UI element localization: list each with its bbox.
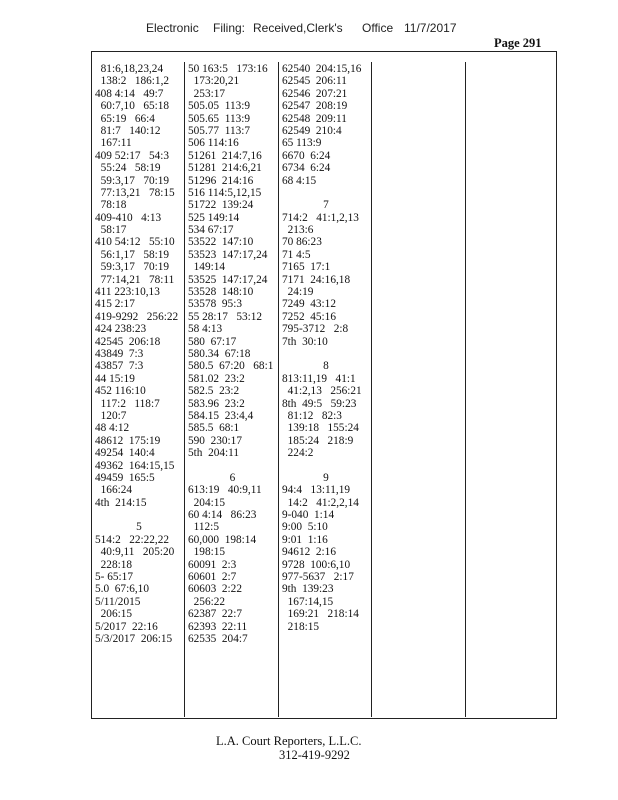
index-entry: 505.65 113:9 bbox=[188, 112, 251, 125]
index-entry: 256:22 bbox=[188, 595, 226, 608]
index-section-letter: 7 bbox=[323, 199, 329, 212]
index-entry: 198:15 bbox=[188, 546, 226, 559]
filing-stamp-word: Received,Clerk's bbox=[253, 21, 343, 35]
index-entry: 41:2,13 256:21 bbox=[282, 385, 362, 398]
index-entry: 53522 147:10 bbox=[188, 236, 254, 249]
filing-stamp-word: Office bbox=[362, 21, 394, 35]
index-entry: 167:11 bbox=[95, 137, 132, 150]
index-entry: 62540 204:15,16 bbox=[282, 63, 362, 75]
index-entry: 120:7 bbox=[95, 409, 127, 422]
index-entry: 583.96 23:2 bbox=[188, 397, 245, 410]
index-entry: 506 114:16 bbox=[188, 137, 239, 150]
index-entry: 409-410 4:13 bbox=[95, 211, 162, 224]
index-entry: 813:11,19 41:1 bbox=[282, 372, 356, 385]
index-entry: 253:17 bbox=[188, 87, 226, 100]
index-section-heading bbox=[282, 199, 370, 211]
index-entry: 166:24 bbox=[95, 484, 133, 497]
index-entry: 505.05 113:9 bbox=[188, 100, 251, 113]
index-column-2 bbox=[188, 63, 277, 645]
index-entry: 70 86:23 bbox=[282, 236, 322, 249]
index-spacer bbox=[188, 460, 277, 472]
index-entry: 43849 7:3 bbox=[95, 347, 144, 360]
index-entry: 59:3,17 70:19 bbox=[95, 174, 170, 187]
index-entry: 585.5 68:1 bbox=[188, 422, 240, 435]
index-entry: 419-9292 256:22 bbox=[95, 310, 179, 323]
filing-stamp-word: Filing: bbox=[213, 21, 246, 35]
index-entry: 62545 206:11 bbox=[282, 75, 347, 88]
index-entry: 228:18 bbox=[95, 558, 133, 571]
index-entry: 77:14,21 78:11 bbox=[95, 273, 175, 286]
index-entry: 9th 139:23 bbox=[282, 583, 334, 596]
index-entry: 62393 22:11 bbox=[188, 620, 248, 633]
index-entry: 65:19 66:4 bbox=[95, 112, 155, 125]
index-entry: 58:17 bbox=[95, 224, 127, 237]
index-entry: 580.5 67:20 68:1 bbox=[188, 360, 274, 373]
index-section-letter: 6 bbox=[229, 471, 236, 484]
index-entry: 68 4:15 bbox=[282, 174, 317, 187]
index-entry: 94612 2:16 bbox=[282, 546, 336, 559]
index-entry: 60:7,10 65:18 bbox=[95, 100, 170, 113]
index-entry: 62535 204:7 bbox=[188, 632, 248, 645]
index-entry: 218:15 bbox=[282, 620, 320, 633]
index-entry: 582.5 23:2 bbox=[188, 385, 240, 398]
index-entry: 24:19 bbox=[282, 286, 314, 299]
index-entry: 9728 100:6,10 bbox=[282, 558, 351, 571]
index-entry: 53578 95:3 bbox=[188, 298, 242, 311]
index-entry: 224:2 bbox=[282, 447, 314, 460]
index-entry: 5/11/2015 bbox=[95, 595, 141, 608]
index-entry: 43857 7:3 bbox=[95, 360, 144, 373]
index-entry: 60 4:14 86:23 bbox=[188, 509, 257, 522]
filing-stamp-date: 11/7/2017 bbox=[404, 21, 457, 35]
index-entry: 56:1,17 58:19 bbox=[95, 248, 170, 261]
index-entry: 139:18 155:24 bbox=[282, 422, 359, 435]
index-entry: 94:4 13:11,19 bbox=[282, 484, 350, 497]
index-entry: 50 163:5 173:16 bbox=[188, 63, 268, 75]
index-entry: 58 4:13 bbox=[188, 323, 223, 336]
index-entry: 7th 30:10 bbox=[282, 335, 328, 348]
index-entry: 53528 148:10 bbox=[188, 286, 254, 299]
index-entry: 51261 214:7,16 bbox=[188, 149, 262, 162]
index-entry: 51722 139:24 bbox=[188, 199, 254, 212]
index-spacer bbox=[282, 348, 370, 360]
index-entry: 534 67:17 bbox=[188, 224, 234, 237]
index-entry: 580.34 67:18 bbox=[188, 347, 251, 360]
index-entry: 167:14,15 bbox=[282, 595, 334, 608]
index-entry: 613:19 40:9,11 bbox=[188, 484, 262, 497]
index-entry: 5- 65:17 bbox=[95, 571, 133, 584]
index-entry: 60601 2:7 bbox=[188, 571, 237, 584]
index-entry: 584.15 23:4,4 bbox=[188, 409, 254, 422]
index-entry: 9:01 1:16 bbox=[282, 533, 328, 546]
index-entry: 6734 6:24 bbox=[282, 162, 331, 175]
index-entry: 5.0 67:6,10 bbox=[95, 583, 149, 596]
index-entry: 169:21 218:14 bbox=[282, 608, 359, 621]
filing-stamp-word: Electronic bbox=[146, 21, 199, 35]
index-entry: 505.77 113:7 bbox=[188, 124, 251, 137]
index-entry: 6670 6:24 bbox=[282, 149, 331, 162]
index-entry: 5/3/2017 206:15 bbox=[95, 632, 173, 645]
column-divider bbox=[465, 62, 466, 717]
index-section-heading bbox=[282, 360, 370, 372]
index-section-letter: 8 bbox=[323, 360, 329, 373]
footer-phone: 312-419-9292 bbox=[279, 748, 350, 762]
footer-company: L.A. Court Reporters, L.L.C. bbox=[216, 734, 362, 748]
index-entry: 53523 147:17,24 bbox=[188, 248, 268, 261]
index-entry: 408 4:14 49:7 bbox=[95, 87, 164, 100]
index-entry: 795-3712 2:8 bbox=[282, 323, 349, 336]
index-entry: 53525 147:17,24 bbox=[188, 273, 268, 286]
index-entry: 81:7 140:12 bbox=[95, 124, 161, 137]
column-divider bbox=[371, 62, 372, 717]
index-entry: 60603 2:22 bbox=[188, 583, 242, 596]
index-entry: 62549 210:4 bbox=[282, 124, 342, 137]
index-entry: 580 67:17 bbox=[188, 335, 237, 348]
index-entry: 516 114:5,12,15 bbox=[188, 186, 262, 199]
index-entry: 410 54:12 55:10 bbox=[95, 236, 175, 249]
index-entry: 81:12 82:3 bbox=[282, 409, 342, 422]
index-entry: 409 52:17 54:3 bbox=[95, 149, 170, 162]
index-entry: 60,000 198:14 bbox=[188, 533, 257, 546]
index-entry: 411 223:10,13 bbox=[95, 286, 160, 299]
index-entry: 5th 204:11 bbox=[188, 447, 240, 460]
index-entry: 5/2017 22:16 bbox=[95, 620, 158, 633]
index-entry: 117:2 118:7 bbox=[95, 397, 160, 410]
index-spacer bbox=[95, 509, 183, 521]
index-entry: 4th 214:15 bbox=[95, 496, 147, 509]
index-entry: 112:5 bbox=[188, 521, 219, 534]
index-entry: 62387 22:7 bbox=[188, 608, 242, 621]
index-entry: 51281 214:6,21 bbox=[188, 162, 262, 175]
column-divider bbox=[184, 62, 185, 717]
index-entry: 48 4:12 bbox=[95, 422, 130, 435]
index-entry: 7165 17:1 bbox=[282, 261, 331, 274]
column-divider bbox=[278, 62, 279, 717]
index-entry: 49362 164:15,15 bbox=[95, 459, 175, 472]
index-entry: 42545 206:18 bbox=[95, 335, 161, 348]
index-section-heading bbox=[188, 472, 277, 484]
index-section-letter: 9 bbox=[323, 471, 329, 484]
index-entry: 60091 2:3 bbox=[188, 558, 237, 571]
index-entry: 138:2 186:1,2 bbox=[95, 75, 170, 88]
index-entry: 7171 24:16,18 bbox=[282, 273, 351, 286]
index-entry: 8th 49:5 59:23 bbox=[282, 397, 357, 410]
index-entry: 590 230:17 bbox=[188, 434, 242, 447]
index-spacer bbox=[282, 460, 370, 472]
index-entry: 514:2 22:22,22 bbox=[95, 533, 170, 546]
index-entry: 44 15:19 bbox=[95, 372, 135, 385]
index-section-heading bbox=[95, 521, 183, 533]
index-entry: 452 116:10 bbox=[95, 385, 146, 398]
index-entry: 204:15 bbox=[188, 496, 226, 509]
index-entry: 65 113:9 bbox=[282, 137, 322, 150]
index-section-letter: 5 bbox=[136, 521, 142, 534]
index-section-heading bbox=[282, 472, 370, 484]
index-entry: 62547 208:19 bbox=[282, 100, 348, 113]
index-column-3 bbox=[282, 63, 370, 633]
index-entry: 173:20,21 bbox=[188, 75, 240, 88]
index-entry: 424 238:23 bbox=[95, 323, 147, 336]
index-entry: 149:14 bbox=[188, 261, 226, 274]
index-entry: 977-5637 2:17 bbox=[282, 571, 354, 584]
index-entry: 7249 43:12 bbox=[282, 298, 336, 311]
index-entry: 581.02 23:2 bbox=[188, 372, 245, 385]
index-entry: 55:24 58:19 bbox=[95, 162, 161, 175]
index-entry: 71 4:5 bbox=[282, 248, 311, 261]
index-entry: 49254 140:4 bbox=[95, 447, 155, 460]
index-entry: 185:24 218:9 bbox=[282, 434, 354, 447]
index-entry: 7252 45:16 bbox=[282, 310, 336, 323]
index-entry: 415 2:17 bbox=[95, 298, 135, 311]
index-entry: 62546 207:21 bbox=[282, 87, 348, 100]
index-entry: 40:9,11 205:20 bbox=[95, 546, 175, 559]
page-number: Page 291 bbox=[494, 36, 542, 50]
index-entry: 9:00 5:10 bbox=[282, 521, 328, 534]
index-entry: 525 149:14 bbox=[188, 211, 240, 224]
index-entry: 78:18 bbox=[95, 199, 127, 212]
index-entry: 62548 209:11 bbox=[282, 112, 347, 125]
index-entry: 14:2 41:2,2,14 bbox=[282, 496, 359, 509]
index-entry: 55 28:17 53:12 bbox=[188, 310, 263, 323]
index-entry: 213:6 bbox=[282, 224, 314, 237]
index-entry: 206:15 bbox=[95, 608, 133, 621]
index-entry: 48612 175:19 bbox=[95, 434, 161, 447]
index-column-1 bbox=[95, 63, 183, 645]
index-entry: 59:3,17 70:19 bbox=[95, 261, 170, 274]
index-entry: 81:6,18,23,24 bbox=[95, 63, 164, 75]
index-entry: 77:13,21 78:15 bbox=[95, 186, 175, 199]
index-spacer bbox=[282, 187, 370, 199]
index-entry: 714:2 41:1,2,13 bbox=[282, 211, 359, 224]
index-entry: 51296 214:16 bbox=[188, 174, 254, 187]
index-entry: 9-040 1:14 bbox=[282, 509, 335, 522]
index-entry: 49459 165:5 bbox=[95, 471, 155, 484]
